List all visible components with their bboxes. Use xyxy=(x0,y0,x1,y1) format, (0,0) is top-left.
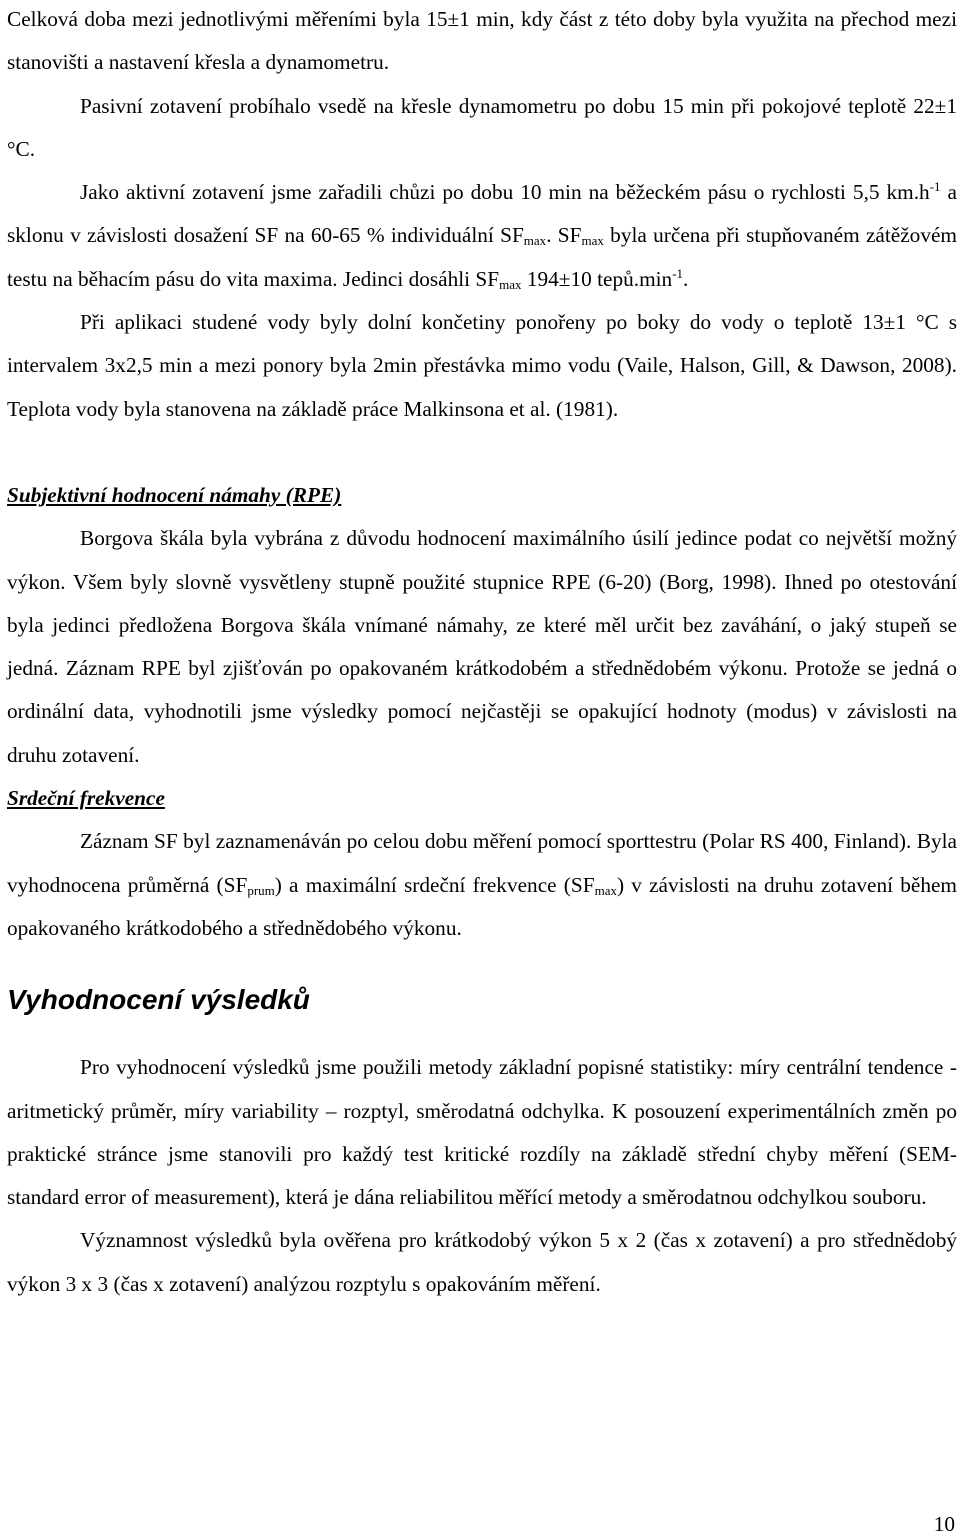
paragraph-passive-recovery: Pasivní zotavení probíhalo vsedě na křesle dynamometru po dobu 15 min při pokojové teplotě 22±1 °C. xyxy=(7,93,957,161)
heading-rpe: Subjektivní hodnocení námahy (RPE) xyxy=(7,482,342,507)
superscript: -1 xyxy=(672,265,684,281)
text-run: byla určena při stupňovaném zátěžovém testu na běhacím pásu do vita maxima. Jedinci dosáhli SF xyxy=(7,223,957,291)
page-number: 10 xyxy=(933,1512,955,1536)
document-page xyxy=(7,0,957,1306)
heading-results: Vyhodnocení výsledků xyxy=(7,984,310,1016)
text-run: ) a maximální srdeční frekvence (SF xyxy=(274,872,595,897)
superscript: -1 xyxy=(929,179,941,195)
text-run: Záznam SF byl zaznamenáván po celou dobu měření pomocí sporttestru (Polar RS 400, Finland). Byla vyhodnocena průměrná (SF xyxy=(7,829,957,897)
paragraph-cold-water: Při aplikaci studené vody byly dolní končetiny ponořeny po boky do vody o teplotě 13±1 °C s intervalem 3x2,5 min a mezi ponory byla 2min přestávka mimo vodu (Vaile, Halson, Gill, & Dawson, 2008). Teplota vody byla stanovena na základě práce Malkinsona et al. (1981). xyxy=(7,310,957,421)
paragraph-active-recovery xyxy=(7,171,957,301)
paragraph-significance: Významnost výsledků byla ověřena pro krátkodobý výkon 5 x 2 (čas x zotavení) a pro střednědobý výkon 3 x 3 (čas x zotavení) analýzou rozptylu s opakováním měření. xyxy=(7,1228,957,1296)
text-run: Jako aktivní zotavení jsme zařadili chůzi po dobu 10 min na běžeckém pásu o rychlosti 5,5 km.h xyxy=(80,180,930,205)
text-run: . xyxy=(683,266,689,291)
text-run: a sklonu v závislosti dosažení SF na 60-65 % individuální SF xyxy=(7,180,957,248)
subscript: max xyxy=(523,233,547,249)
heading-heart-rate: Srdeční frekvence xyxy=(7,786,165,811)
subscript: max xyxy=(499,276,522,292)
text-run: 194±10 tepů.min xyxy=(521,266,673,291)
subscript: prum xyxy=(247,882,275,898)
paragraph-measurement-interval: Celková doba mezi jednotlivými měřeními byla 15±1 min, kdy část z této doby byla využita na přechod mezi stanovišti a nastavení křesla a dynamometru. xyxy=(7,7,957,75)
paragraph-statistics: Pro vyhodnocení výsledků jsme použili metody základní popisné statistiky: míry centrální tendence - aritmetický průměr, míry variability – rozptyl, směrodatná odchylka. K posouzení experimentálních změn po praktické stránce jsme stanovili pro každý test kritické rozdíly na základě střední chyby měření (SEM- standard error of measurement), která je dána reliabilitou měřící metody a směrodatnou odchylkou souboru. xyxy=(7,1055,957,1210)
paragraph-borg-scale: Borgova škála byla vybrána z důvodu hodnocení maximálního úsilí jedince podat co největší možný výkon. Všem byly slovně vysvětleny stupně použité stupnice RPE (6-20) (Borg, 1998). Ihned po otestování byla jedinci předložena Borgova škála vnímané námahy, ze které měl určit bez zaváhání, o jaký stupeň se jedná. Záznam RPE byl zjišťován po opakovaném krátkodobém a střednědobém výkonu. Protože se jedná o ordinální data, vyhodnotili jsme výsledky pomocí nejčastěji se opakující hodnoty (modus) v závislosti na druhu zotavení. xyxy=(7,526,957,767)
text-run: . SF xyxy=(546,223,582,248)
subscript: max xyxy=(581,233,604,249)
subscript: max xyxy=(594,882,617,898)
paragraph-heart-rate xyxy=(7,820,957,950)
text-run: ) v závislosti na druhu zotavení během opakovaného krátkodobého a střednědobého výkonu. xyxy=(7,872,957,940)
spacer xyxy=(7,431,957,474)
